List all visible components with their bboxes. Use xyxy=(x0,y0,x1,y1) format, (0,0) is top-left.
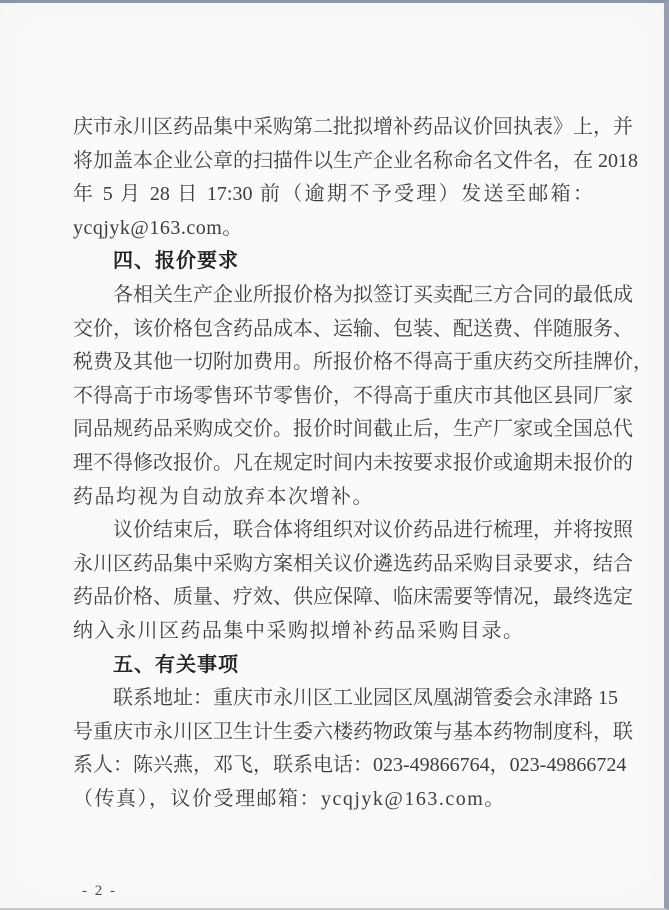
body-line: 各相关生产企业所报价格为拟签订买卖配三方合同的最低成 xyxy=(113,283,633,306)
body-line: 税费及其他一切附加费用。所报价格不得高于重庆药交所挂牌价， xyxy=(73,351,653,374)
body-line: 将加盖本企业公章的扫描件以生产企业名称命名文件名，在 2018 xyxy=(73,149,638,172)
body-line: 号重庆市永川区卫生计生委六楼药物政策与基本药物制度科，联 xyxy=(73,720,633,743)
body-line: 纳入永川区药品集中采购拟增补药品采购目录。 xyxy=(73,619,525,642)
body-line: 交价，该价格包含药品成本、运输、包装、配送费、伴随服务、 xyxy=(73,317,633,340)
body-line: 理不得修改报价。凡在规定时间内未按要求报价或逾期未报价的 xyxy=(73,451,633,474)
section-heading-4: 四、报价要求 xyxy=(113,250,239,273)
body-line: （传真），议价受理邮箱：ycqjyk@163.com。 xyxy=(73,787,506,810)
body-line: 不得高于市场零售环节零售价，不得高于重庆市其他区县同厂家 xyxy=(73,384,633,407)
body-line: 议价结束后，联合体将组织对议价药品进行梳理，并将按照 xyxy=(113,519,633,542)
body-line: 联系地址：重庆市永川区工业园区凤凰湖管委会永津路 15 xyxy=(113,687,618,710)
body-line-email: ycqjyk@163.com。 xyxy=(73,216,243,239)
body-line: 系人：陈兴燕，邓飞，联系电话：023-49866764，023-49866724 xyxy=(73,754,627,777)
page-number: - 2 - xyxy=(82,883,117,899)
body-line: 永川区药品集中采购方案相关议价遴选药品采购目录要求，结合 xyxy=(73,552,633,575)
body-line: 庆市永川区药品集中采购第二批拟增补药品议价回执表》上，并 xyxy=(73,116,633,138)
section-heading-5: 五、有关事项 xyxy=(113,653,239,676)
body-line: 药品价格、质量、疗效、供应保障、临床需要等情况，最终选定 xyxy=(73,586,633,609)
body-line: 同品规药品采购成交价。报价时间截止后，生产厂家或全国总代 xyxy=(73,418,633,441)
body-line: 年 5 月 28 日 17:30 前（逾期不予受理）发送至邮箱： xyxy=(73,183,593,206)
document-text-block xyxy=(73,111,653,816)
body-line: 药品均视为自动放弃本次增补。 xyxy=(73,485,374,508)
